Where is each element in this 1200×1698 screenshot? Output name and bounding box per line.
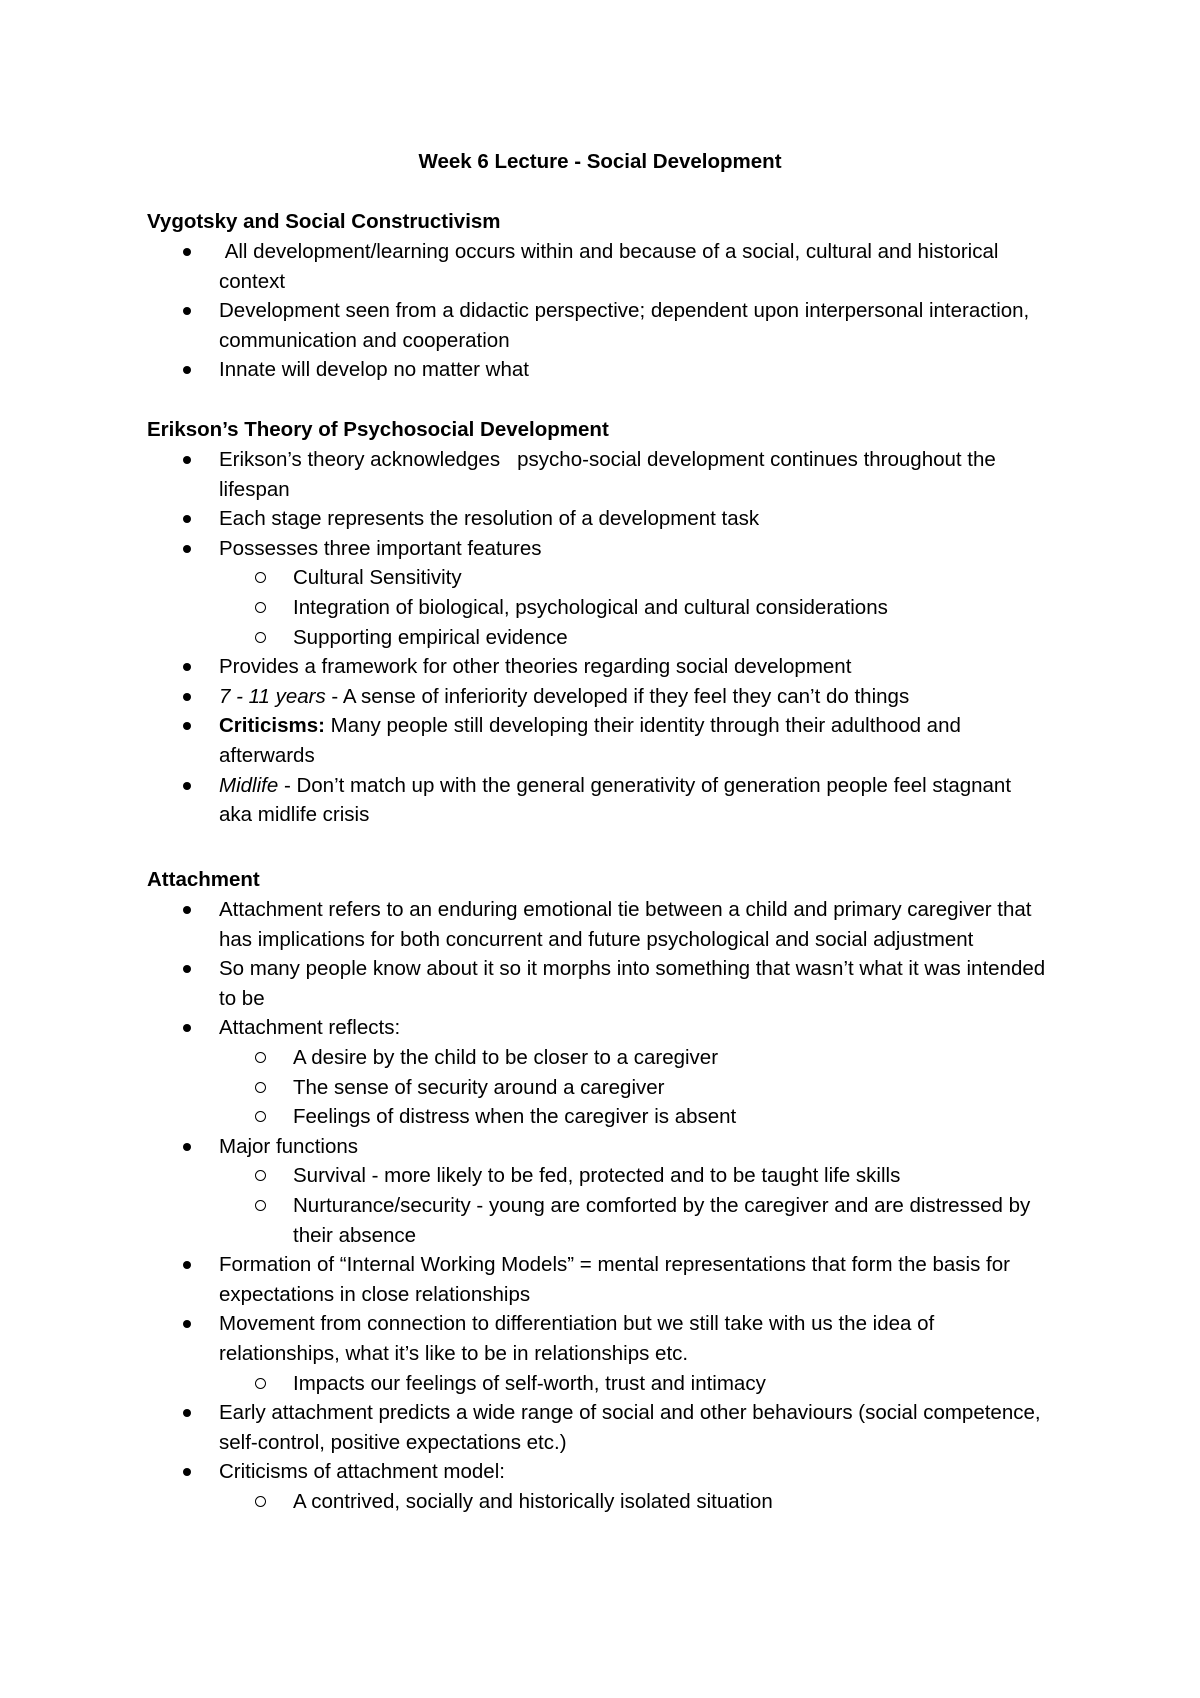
section-heading: Erikson’s Theory of Psychosocial Development	[147, 418, 609, 441]
bullet-text: Attachment reflects:	[219, 1016, 401, 1040]
bullet-text: Movement from connection to differentiation but we still take with us the idea of relationships, what it’s like to be in relationships etc.	[219, 1312, 935, 1365]
bullet-text: The sense of security around a caregiver	[293, 1075, 665, 1099]
circle-bullet-icon	[255, 572, 266, 583]
bullet-item	[147, 504, 1047, 534]
bullet-text: Supporting empirical evidence	[293, 625, 568, 649]
bullet-item	[147, 1398, 1047, 1457]
bullet-text: Formation of “Internal Working Models” = mental representations that form the basis for expectations in close relationships	[219, 1253, 1010, 1306]
bullet-dot-icon	[183, 722, 191, 730]
circle-bullet-icon	[255, 1200, 266, 1211]
bullet-text: So many people know about it so it morphs into something that wasn’t what it was intended to be	[219, 957, 1046, 1010]
bullet-text: Cultural Sensitivity	[293, 566, 462, 590]
bullet-text: Major functions	[219, 1134, 359, 1158]
bullet-text: Attachment refers to an enduring emotional tie between a child and primary caregiver that has implications for both concurrent and future psychological and social adjustment	[219, 898, 1032, 951]
bullet-item	[147, 1309, 1047, 1368]
sub-bullet-item	[147, 1487, 1047, 1517]
bullet-item	[147, 237, 1047, 296]
midlife-label: Midlife	[219, 773, 279, 797]
sub-bullet-item	[147, 1102, 1047, 1132]
bullet-item	[147, 954, 1047, 1013]
document-title: Week 6 Lecture - Social Development	[418, 150, 782, 173]
bullet-item	[147, 355, 1047, 385]
bullet-text: Nurturance/security - young are comforted by the caregiver and are distressed by their absence	[293, 1193, 1031, 1247]
circle-bullet-icon	[255, 1082, 266, 1093]
bullet-dot-icon	[183, 1468, 191, 1476]
bullet-dot-icon	[183, 965, 191, 973]
sub-bullet-item	[147, 1073, 1047, 1103]
bullet-dot-icon	[183, 1320, 191, 1328]
bullet-item	[147, 445, 1047, 504]
bullet-dot-icon	[183, 906, 191, 914]
bullet-dot-icon	[183, 515, 191, 523]
bullet-dot-icon	[183, 545, 191, 553]
circle-bullet-icon	[255, 1378, 266, 1389]
bullet-dot-icon	[183, 693, 191, 701]
bullet-text: Development seen from a didactic perspective; dependent upon interpersonal interaction, communication and cooperation	[219, 299, 1030, 352]
bullet-text: Each stage represents the resolution of a development task	[219, 507, 760, 531]
circle-bullet-icon	[255, 1111, 266, 1122]
criticisms-label: Criticisms:	[219, 714, 325, 738]
bullet-text: Erikson’s theory acknowledges psycho-social development continues throughout the lifespan	[219, 448, 1002, 501]
section-heading: Attachment	[147, 868, 260, 891]
bullet-text: A desire by the child to be closer to a caregiver	[293, 1045, 719, 1069]
bullet-dot-icon	[183, 1024, 191, 1032]
bullet-dot-icon	[183, 663, 191, 671]
sub-bullet-item	[147, 1191, 1047, 1250]
bullet-item	[147, 682, 1047, 712]
bullet-item	[147, 1132, 1047, 1162]
bullet-text: All development/learning occurs within and because of a social, cultural and historical context	[219, 240, 1005, 293]
bullet-text: A contrived, socially and historically isolated situation	[293, 1489, 773, 1513]
bullet-text: Integration of biological, psychological and cultural considerations	[293, 595, 888, 619]
sub-bullet-item	[147, 1369, 1047, 1399]
section-erikson	[147, 415, 1047, 830]
bullet-dot-icon	[183, 307, 191, 315]
bullet-text: Impacts our feelings of self-worth, trust and intimacy	[293, 1371, 766, 1395]
bullet-dot-icon	[183, 1143, 191, 1151]
bullet-text: Criticisms of attachment model:	[219, 1460, 505, 1484]
bullet-dot-icon	[183, 456, 191, 464]
bullet-dot-icon	[183, 248, 191, 256]
bullet-text: Provides a framework for other theories regarding social development	[219, 655, 852, 679]
bullet-item	[147, 534, 1047, 564]
age-range-label: 7 - 11 years	[219, 684, 326, 708]
sub-bullet-item	[147, 623, 1047, 653]
circle-bullet-icon	[255, 1052, 266, 1063]
circle-bullet-icon	[255, 632, 266, 643]
circle-bullet-icon	[255, 1496, 266, 1507]
bullet-text: - A sense of inferiority developed if they feel they can’t do things	[325, 684, 910, 708]
bullet-item	[147, 652, 1047, 682]
bullet-text: Survival - more likely to be fed, protected and to be taught life skills	[293, 1164, 901, 1188]
bullet-text: Many people still developing their identity through their adulthood and afterwards	[219, 714, 961, 767]
sub-bullet-item	[147, 563, 1047, 593]
bullet-text: - Don’t match up with the general generativity of generation people feel stagnant aka midlife crisis	[219, 773, 1012, 827]
section-heading: Vygotsky and Social Constructivism	[147, 210, 501, 233]
sub-bullet-item	[147, 1043, 1047, 1073]
sub-bullet-item	[147, 1161, 1047, 1191]
sub-bullet-item	[147, 593, 1047, 623]
circle-bullet-icon	[255, 602, 266, 613]
bullet-text: Possesses three important features	[219, 536, 542, 560]
circle-bullet-icon	[255, 1170, 266, 1181]
section-vygotsky	[147, 207, 1047, 385]
bullet-item	[147, 711, 1047, 770]
section-attachment	[147, 865, 1047, 1516]
bullet-text: Feelings of distress when the caregiver is absent	[293, 1105, 737, 1129]
bullet-text: Early attachment predicts a wide range of social and other behaviours (social competence, self-control, positive expectations etc.)	[219, 1401, 1041, 1454]
bullet-item	[147, 895, 1047, 954]
bullet-dot-icon	[183, 1409, 191, 1417]
bullet-item	[147, 1250, 1047, 1309]
bullet-item	[147, 296, 1047, 355]
bullet-item	[147, 1457, 1047, 1487]
bullet-item	[147, 1013, 1047, 1043]
bullet-dot-icon	[183, 366, 191, 374]
bullet-item	[147, 771, 1047, 830]
bullet-dot-icon	[183, 1261, 191, 1269]
bullet-dot-icon	[183, 782, 191, 790]
bullet-text: Innate will develop no matter what	[219, 358, 529, 382]
